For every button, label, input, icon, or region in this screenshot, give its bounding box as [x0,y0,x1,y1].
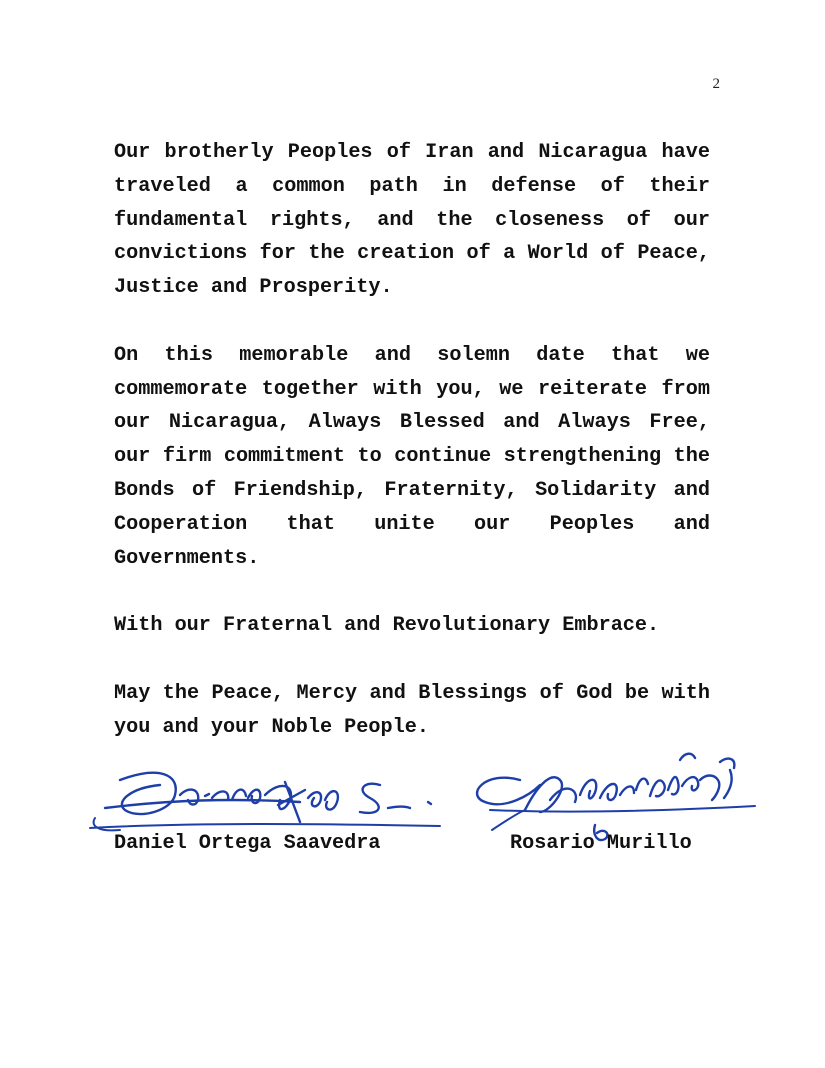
right-signature [477,754,755,840]
signer-name-rosario-murillo: Rosario Murillo [510,832,692,855]
letter-paragraph-4: May the Peace, Mercy and Blessings of God be with you and your Noble People. [114,681,710,739]
letter-paragraph-3: With our Fraternal and Revolutionary Embrace. [114,614,660,638]
letter-paragraph-2: On this memorable and solemn date that we commemorate together with you, we reiterate from our Nicaragua, Always Blessed and Always Free, our firm commitment to continue strengthening the Bonds of Friendship, Fraternity, Solidarity and Cooperation that unite our Peoples and Governments. [114,343,710,570]
letter-body [114,136,710,778]
page-number: 2 [712,76,720,92]
left-signature [90,773,440,831]
signer-name-daniel-ortega: Daniel Ortega Saavedra [114,832,381,855]
letter-paragraph-1: Our brotherly Peoples of Iran and Nicaragua have traveled a common path in defense of their fundamental rights, and the closeness of our convictions for the creation of a World of Peace, Justice and Prosperity. [114,141,710,300]
